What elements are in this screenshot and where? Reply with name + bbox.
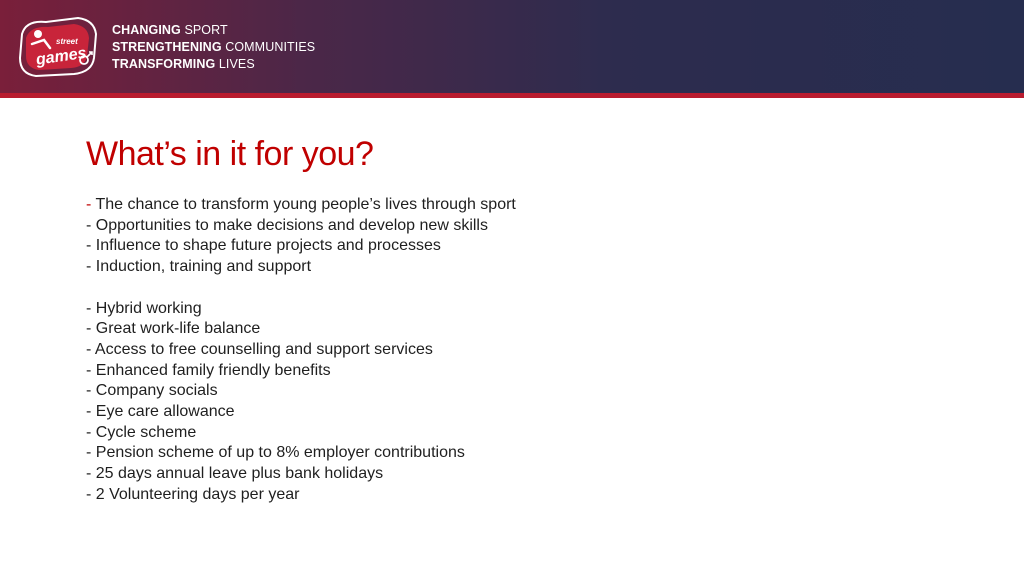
list-item: - Eye care allowance <box>86 403 235 421</box>
header-accent-stripe <box>0 93 1024 98</box>
tagline-bold-2: STRENGTHENING <box>112 40 222 54</box>
list-item: - Hybrid working <box>86 299 202 317</box>
tagline-light-1: SPORT <box>184 23 228 37</box>
list-item-text: The chance to transform young people’s lives through sport <box>95 196 516 213</box>
tagline-light-2: COMMUNITIES <box>225 40 316 54</box>
list-item: - Induction, training and support <box>86 258 312 276</box>
list-item: - Pension scheme of up to 8% employer contributions <box>86 444 465 462</box>
list-item: - Opportunities to make decisions and develop new skills <box>86 216 488 234</box>
svg-text:games: games <box>34 44 88 69</box>
tagline-line-3 <box>112 56 315 73</box>
header-banner <box>0 0 1024 98</box>
list-item: - Access to free counselling and support services <box>86 340 433 358</box>
street-games-logo-icon <box>16 14 100 78</box>
svg-text:street: street <box>56 37 78 46</box>
list-item: - Company socials <box>86 382 218 400</box>
tagline-line-2 <box>112 39 315 56</box>
list-spacer <box>86 278 846 299</box>
tagline-bold-3: TRANSFORMING <box>112 57 216 71</box>
list-item: - Cycle scheme <box>86 423 197 441</box>
tagline-bold-1: CHANGING <box>112 23 181 37</box>
benefits-list <box>86 195 846 506</box>
list-item: - The chance to transform young people’s lives through sport <box>86 196 516 213</box>
list-item: - Influence to shape future projects and processes <box>86 237 441 255</box>
tagline-line-1 <box>112 22 315 39</box>
list-item: - 2 Volunteering days per year <box>86 485 300 503</box>
list-item: - Great work-life balance <box>86 320 261 338</box>
list-item: - 25 days annual leave plus bank holidays <box>86 465 384 483</box>
slide-title: What’s in it for you? <box>86 135 374 173</box>
tagline-light-3: LIVES <box>218 57 255 71</box>
tagline <box>112 22 315 73</box>
list-item: - Enhanced family friendly benefits <box>86 361 331 379</box>
